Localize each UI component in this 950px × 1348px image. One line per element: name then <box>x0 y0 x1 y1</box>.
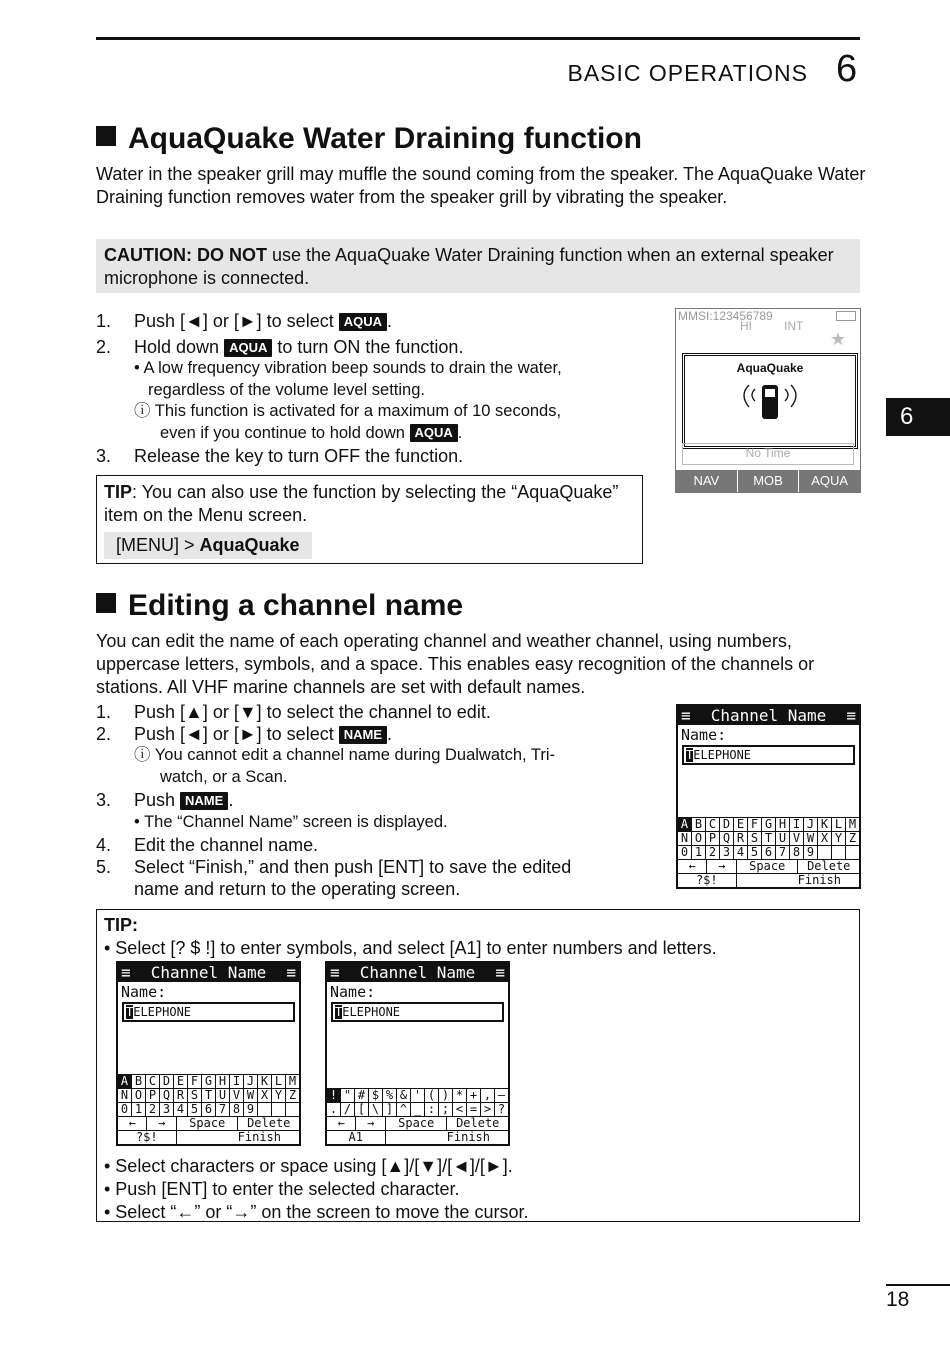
keyboard-key[interactable]: B <box>132 1075 146 1088</box>
keyboard-key[interactable]: ( <box>425 1089 439 1102</box>
keyboard-key[interactable]: C <box>146 1075 160 1088</box>
info-icon: ⓘ <box>134 746 155 764</box>
keyboard-key[interactable]: Y <box>272 1089 286 1102</box>
keyboard-key[interactable]: X <box>258 1089 272 1102</box>
keyboard-key[interactable]: ; <box>439 1103 453 1116</box>
keyboard-key[interactable]: T <box>762 832 776 845</box>
keyboard-key[interactable]: + <box>467 1089 481 1102</box>
chapter-number: 6 <box>836 48 858 90</box>
keyboard-key[interactable]: = <box>467 1103 481 1116</box>
footer-rule <box>886 1284 950 1286</box>
caution-text: use the AquaQuake Water Draining function when an external speaker microphone is connected. <box>104 245 834 288</box>
keyboard-key[interactable]: 6 <box>202 1103 216 1116</box>
section-heading-channel-name: Editing a channel name <box>96 589 463 623</box>
cursor-left-key[interactable]: ← <box>327 1117 356 1130</box>
keyboard-key[interactable]: _ <box>411 1103 425 1116</box>
cursor-right-key[interactable]: → <box>356 1117 385 1130</box>
finish-key[interactable]: Finish <box>446 1130 490 1144</box>
name-key-icon: NAME <box>339 726 387 744</box>
tip-box-menu: TIP: You can also use the function by selecting the “AquaQuake” item on the Menu screen. [MENU] > AquaQuake <box>96 475 643 564</box>
header-rule <box>96 37 860 40</box>
mode-toggle-key[interactable]: ?$! <box>678 874 737 887</box>
keyboard-key[interactable]: R <box>174 1089 188 1102</box>
tip-line-symbols: • Select [? $ !] to enter symbols, and select [A1] to enter numbers and letters. <box>104 938 717 958</box>
keyboard-key[interactable]: L <box>272 1075 286 1088</box>
keyboard-key[interactable]: J <box>244 1075 258 1088</box>
mmsi-readout: MMSI:123456789 <box>678 309 773 323</box>
keyboard-key[interactable]: 8 <box>230 1103 244 1116</box>
symbol-keyboard <box>327 1088 508 1144</box>
keyboard-key[interactable]: 9 <box>804 846 818 859</box>
menu-lines-icon: ≡ <box>681 706 691 725</box>
cursor-left-key[interactable]: ← <box>678 860 707 873</box>
lcd-title-bar: ≡ Channel Name ≡ <box>678 706 859 725</box>
keyboard-key[interactable]: O <box>132 1089 146 1102</box>
keyboard-key[interactable]: V <box>230 1089 244 1102</box>
section-heading-aquaquake: AquaQuake Water Draining function <box>96 122 642 156</box>
keyboard-key[interactable]: P <box>706 832 720 845</box>
name-label: Name: <box>681 726 727 744</box>
keyboard-key[interactable]: Q <box>720 832 734 845</box>
keyboard-key[interactable]: 6 <box>762 846 776 859</box>
keyboard-key[interactable]: G <box>202 1075 216 1088</box>
keyboard-key[interactable]: 4 <box>174 1103 188 1116</box>
keyboard-key[interactable]: Z <box>848 831 857 845</box>
keyboard-key[interactable] <box>832 846 846 859</box>
keyboard-key[interactable]: C <box>706 818 720 831</box>
chapter-side-tab: 6 <box>886 398 950 436</box>
hi-indicator: HI <box>740 319 752 333</box>
name-input-field[interactable]: TELEPHONE <box>682 745 855 765</box>
keyboard-key[interactable]: ^ <box>397 1103 411 1116</box>
no-time-label: No Time <box>682 443 854 465</box>
keyboard-key[interactable]: V <box>790 832 804 845</box>
keyboard-key[interactable]: N <box>678 832 692 845</box>
keyboard-key[interactable]: [ <box>355 1103 369 1116</box>
keyboard-key[interactable]: ' <box>411 1089 425 1102</box>
keyboard-key[interactable]: N <box>118 1089 132 1102</box>
tip-line-enter: • Push [ENT] to enter the selected character. <box>104 1179 460 1199</box>
keyboard-key[interactable]: 0 <box>118 1103 132 1116</box>
channel-name-intro: You can edit the name of each operating channel and weather channel, using numbers, uppercase letters, symbols, and a space. This enables easy recognition of the channels or stations. All VHF marine channels are set with default names. <box>96 631 815 697</box>
keyboard-key[interactable]: U <box>216 1089 230 1102</box>
keyboard-key[interactable]: . <box>327 1103 341 1116</box>
name-input-field[interactable]: TELEPHONE <box>122 1002 295 1022</box>
bullet-screen-displayed: • The “Channel Name” screen is displayed. <box>134 813 448 831</box>
space-key[interactable]: Space <box>177 1117 239 1130</box>
keyboard-key[interactable]: 3 <box>720 846 734 859</box>
keyboard-key[interactable]: W <box>804 832 818 845</box>
keyboard-key[interactable]: T <box>202 1089 216 1102</box>
softkey-nav[interactable]: NAV <box>676 470 738 492</box>
tip-label: TIP: <box>104 915 138 935</box>
channel-name-screen <box>676 704 861 889</box>
info-icon: ⓘ <box>134 402 155 420</box>
keyboard-key[interactable]: ? <box>497 1102 506 1116</box>
keyboard-key[interactable]: 7 <box>776 846 790 859</box>
aqua-key-icon: AQUA <box>224 339 272 357</box>
step-2: 2. Hold down AQUA to turn ON the function. <box>96 337 464 357</box>
keyboard-key[interactable]: \ <box>369 1103 383 1116</box>
softkey-mob[interactable]: MOB <box>738 470 800 492</box>
keyboard-key[interactable]: 8 <box>790 846 804 859</box>
keyboard-key[interactable] <box>846 846 859 859</box>
vibrating-radio-icon <box>685 375 855 435</box>
keyboard-key[interactable]: U <box>776 832 790 845</box>
tip-line-select: • Select characters or space using [▲]/[▼]/[◄]/[►]. <box>104 1156 513 1176</box>
channel-name-screen-symbols <box>325 961 510 1146</box>
keyboard-key[interactable]: F <box>188 1075 202 1088</box>
step-3: 3. Release the key to turn OFF the function. <box>96 446 464 466</box>
keyboard-key[interactable]: > <box>481 1103 495 1116</box>
keyboard-key[interactable]: # <box>355 1089 369 1102</box>
name-key-icon: NAME <box>180 792 228 810</box>
keyboard-key[interactable]: D <box>160 1075 174 1088</box>
cursor-left-key[interactable]: ← <box>118 1117 147 1130</box>
keyboard-key[interactable] <box>258 1103 272 1116</box>
keyboard-key[interactable]: 7 <box>216 1103 230 1116</box>
keyboard-key[interactable]: I <box>230 1075 244 1088</box>
delete-key[interactable]: Delete <box>807 859 851 873</box>
keyboard-key[interactable]: ] <box>383 1103 397 1116</box>
keyboard-key[interactable]: X <box>818 832 832 845</box>
ch-step-4: 4. Edit the channel name. <box>96 835 319 855</box>
menu-lines-icon: ≡ <box>846 706 856 725</box>
keyboard-key[interactable]: E <box>734 818 748 831</box>
keyboard-key[interactable]: O <box>692 832 706 845</box>
keyboard-key[interactable]: W <box>244 1089 258 1102</box>
keyboard-key[interactable]: A <box>118 1075 132 1088</box>
aquaquake-intro: Water in the speaker grill may muffle the sound coming from the speaker. The AquaQuake Water Draining function removes water from the speaker grill by vibrating the speaker. <box>96 164 866 207</box>
keyboard-key[interactable]: F <box>748 818 762 831</box>
keyboard-key[interactable]: $ <box>369 1089 383 1102</box>
cursor-right-key[interactable]: → <box>147 1117 176 1130</box>
keyboard-key[interactable]: * <box>453 1089 467 1102</box>
note-dualwatch: ⓘ You cannot edit a channel name during Dualwatch, Tri- watch, or a Scan. <box>134 746 556 786</box>
aqua-key-icon: AQUA <box>339 313 387 331</box>
step-1: 1. Push [◄] or [►] to select AQUA . <box>96 311 393 331</box>
keyboard-key[interactable]: 1 <box>692 846 706 859</box>
delete-key[interactable]: Delete <box>247 1116 291 1130</box>
softkey-bar <box>676 470 860 492</box>
keyboard-key[interactable]: , <box>481 1089 495 1102</box>
name-label: Name: <box>121 983 167 1001</box>
ch-step-5: 5. Select “Finish,” and then push [ENT] to save the edited name and return to the operating screen. <box>96 857 572 899</box>
name-input-field[interactable]: TELEPHONE <box>331 1002 504 1022</box>
keyboard-key[interactable]: I <box>790 818 804 831</box>
keyboard-key[interactable]: G <box>762 818 776 831</box>
square-bullet-icon <box>96 126 116 146</box>
keyboard-key[interactable]: K <box>818 818 832 831</box>
keyboard-key[interactable]: Z <box>288 1088 297 1102</box>
keyboard-key[interactable]: 5 <box>188 1103 202 1116</box>
keyboard-key[interactable]: S <box>188 1089 202 1102</box>
aquaquake-popup <box>682 353 858 449</box>
keyboard-key[interactable]: & <box>397 1089 411 1102</box>
letter-keyboard <box>118 1074 299 1144</box>
keyboard-key[interactable]: 3 <box>160 1103 174 1116</box>
keyboard-key[interactable]: 1 <box>132 1103 146 1116</box>
tip-line-cursor: • Select “←” or “→” on the screen to move the cursor. <box>104 1202 529 1222</box>
chapter-title: BASIC OPERATIONS <box>567 60 808 86</box>
keyboard-key[interactable]: M <box>848 817 857 831</box>
bullet-vibration: • A low frequency vibration beep sounds to drain the water, regardless of the volume level setting. <box>134 359 562 399</box>
popup-title: AquaQuake <box>736 361 804 375</box>
keyboard-key[interactable]: 9 <box>244 1103 258 1116</box>
aqua-key-icon: AQUA <box>410 424 458 442</box>
aquaquake-screen <box>675 308 861 493</box>
keyboard-key[interactable]: % <box>383 1089 397 1102</box>
letter-keyboard <box>678 817 859 887</box>
lcd-title-bar: ≡ Channel Name ≡ <box>118 963 299 982</box>
keyboard-key[interactable]: K <box>258 1075 272 1088</box>
caution-box <box>96 239 860 293</box>
keyboard-key[interactable]: M <box>288 1074 297 1088</box>
mode-toggle-key[interactable]: ?$! <box>118 1131 177 1144</box>
space-key[interactable]: Space <box>737 860 799 873</box>
keyboard-key[interactable] <box>818 846 832 859</box>
keyboard-key[interactable]: 0 <box>678 846 692 859</box>
keyboard-key[interactable]: R <box>734 832 748 845</box>
star-icon: ★ <box>829 329 846 349</box>
keyboard-key[interactable]: B <box>692 818 706 831</box>
note-max-10-seconds: ⓘ This function is activated for a maximum of 10 seconds, even if you continue to hold down AQUA . <box>134 402 562 442</box>
name-label: Name: <box>330 983 376 1001</box>
keyboard-key[interactable]: < <box>453 1103 467 1116</box>
menu-path: [MENU] > AquaQuake <box>104 532 312 559</box>
keyboard-key[interactable]: E <box>174 1075 188 1088</box>
keyboard-key[interactable]: ) <box>439 1089 453 1102</box>
keyboard-key[interactable]: ! <box>327 1089 341 1102</box>
keyboard-key[interactable]: H <box>776 818 790 831</box>
keyboard-key[interactable]: J <box>804 818 818 831</box>
page-number: 18 <box>886 1288 910 1311</box>
battery-icon <box>836 311 856 321</box>
channel-name-screen-letters <box>116 961 301 1146</box>
ch-step-1: 1. Push [▲] or [▼] to select the channel to edit. <box>96 702 491 722</box>
keyboard-key[interactable]: D <box>720 818 734 831</box>
keyboard-key[interactable]: Q <box>160 1089 174 1102</box>
keyboard-key[interactable]: 5 <box>748 846 762 859</box>
ch-step-2: 2. Push [◄] or [►] to select NAME . <box>96 724 393 744</box>
delete-key[interactable]: Delete <box>456 1116 500 1130</box>
keyboard-key[interactable]: L <box>832 818 846 831</box>
keyboard-key[interactable] <box>286 1103 299 1116</box>
keyboard-key[interactable]: 4 <box>734 846 748 859</box>
keyboard-key[interactable]: P <box>146 1089 160 1102</box>
keyboard-key[interactable]: A <box>678 818 692 831</box>
softkey-aqua[interactable]: AQUA <box>811 473 849 488</box>
keyboard-key[interactable]: / <box>341 1103 355 1116</box>
int-indicator: INT <box>784 319 804 333</box>
space-key[interactable]: Space <box>386 1117 448 1130</box>
square-bullet-icon <box>96 593 116 613</box>
lcd-title-bar: ≡ Channel Name ≡ <box>327 963 508 982</box>
caution-label: CAUTION: DO NOT <box>104 245 267 265</box>
keyboard-key[interactable]: Y <box>832 832 846 845</box>
keyboard-key[interactable]: : <box>425 1103 439 1116</box>
keyboard-key[interactable]: 2 <box>706 846 720 859</box>
mode-toggle-key[interactable]: A1 <box>327 1131 386 1144</box>
cursor-right-key[interactable]: → <box>707 860 736 873</box>
finish-key[interactable]: Finish <box>797 873 841 887</box>
keyboard-key[interactable] <box>272 1103 286 1116</box>
keyboard-key[interactable]: " <box>341 1089 355 1102</box>
keyboard-key[interactable]: 2 <box>146 1103 160 1116</box>
ch-step-3: 3. Push NAME . <box>96 790 234 810</box>
keyboard-key[interactable]: H <box>216 1075 230 1088</box>
finish-key[interactable]: Finish <box>237 1130 281 1144</box>
tip-label: TIP <box>104 482 133 502</box>
keyboard-key[interactable]: – <box>497 1088 506 1102</box>
keyboard-key[interactable]: S <box>748 832 762 845</box>
